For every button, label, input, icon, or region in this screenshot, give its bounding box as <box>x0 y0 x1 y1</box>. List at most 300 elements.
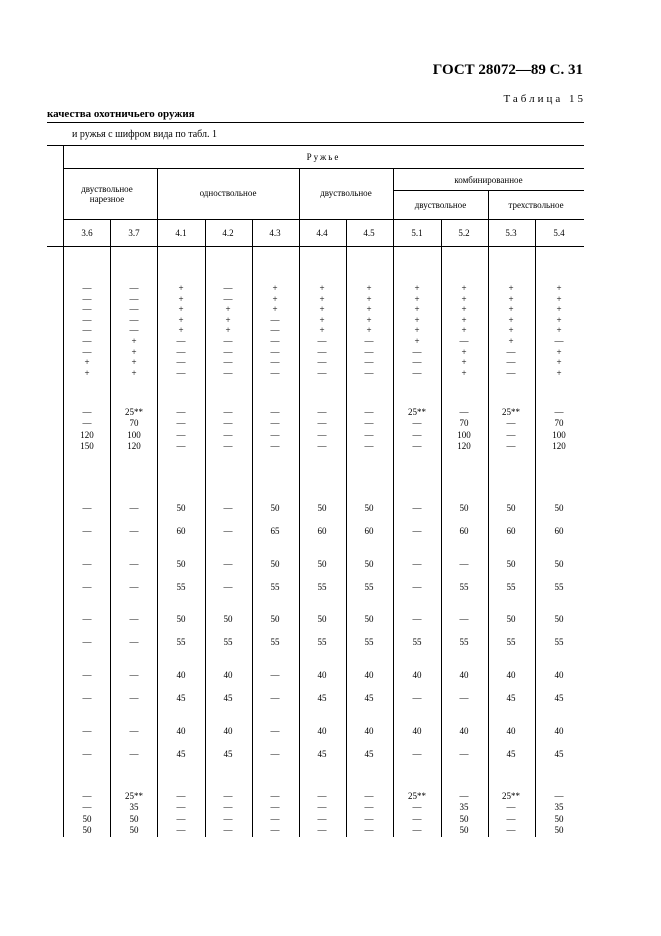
table-cell: + <box>556 283 562 293</box>
column-divider <box>205 219 206 837</box>
table-cell: + <box>84 357 90 367</box>
table-cell: — <box>223 368 233 378</box>
table-cell: — <box>412 503 422 513</box>
table-cell: — <box>82 726 92 736</box>
table-cell: — <box>223 418 233 428</box>
table-cell: 40 <box>176 726 186 736</box>
column-code: 5.1 <box>411 228 423 238</box>
table-cell: 70 <box>554 418 564 428</box>
table-cell: — <box>554 336 564 346</box>
table-cell: — <box>82 802 92 812</box>
table-cell: — <box>364 825 374 835</box>
table-cell: + <box>366 304 372 314</box>
table-cell: 50 <box>506 614 516 624</box>
table-cell: + <box>178 294 184 304</box>
table-cell: + <box>508 304 514 314</box>
table-cell: 60 <box>554 526 564 536</box>
table-cell: 40 <box>412 670 422 680</box>
table-cell: — <box>364 802 374 812</box>
table-cell: 45 <box>364 693 374 703</box>
table-cell: — <box>317 825 327 835</box>
column-code: 4.2 <box>222 228 234 238</box>
table-cell: 120 <box>80 430 94 440</box>
table-cell: — <box>176 791 186 801</box>
table-cell: — <box>459 614 469 624</box>
table-cell: + <box>414 304 420 314</box>
rule-under-group <box>63 168 584 169</box>
table-cell: + <box>556 325 562 335</box>
table-cell: — <box>554 791 564 801</box>
table-cell: 55 <box>554 582 564 592</box>
table-cell: — <box>82 304 92 314</box>
table-cell: 25** <box>502 407 520 417</box>
table-cell: — <box>223 802 233 812</box>
table-cell: — <box>412 526 422 536</box>
table-cell: — <box>82 315 92 325</box>
table-cell: 55 <box>317 582 327 592</box>
table-cell: — <box>364 347 374 357</box>
table-cell: 55 <box>459 637 469 647</box>
table-cell: — <box>364 336 374 346</box>
table-cell: — <box>364 357 374 367</box>
table-cell: — <box>270 802 280 812</box>
table-cell: 120 <box>457 441 471 451</box>
table-cell: — <box>412 418 422 428</box>
table-label: Таблица 15 <box>503 93 586 105</box>
table-cell: — <box>223 582 233 592</box>
table-cell: — <box>129 582 139 592</box>
table-cell: — <box>223 559 233 569</box>
table-cell: 45 <box>176 693 186 703</box>
table-cell: + <box>225 315 231 325</box>
table-cell: 50 <box>223 614 233 624</box>
table-cell: 50 <box>317 503 327 513</box>
table-cell: 150 <box>80 441 94 451</box>
table-cell: 55 <box>506 637 516 647</box>
table-cell: 100 <box>552 430 566 440</box>
table-cell: + <box>131 347 137 357</box>
table-cell: 50 <box>364 503 374 513</box>
table-cell: + <box>272 304 278 314</box>
table-cell: 45 <box>506 749 516 759</box>
table-cell: — <box>129 325 139 335</box>
table-cell: — <box>82 283 92 293</box>
table-cell: 50 <box>82 814 92 824</box>
table-cell: 120 <box>552 441 566 451</box>
table-cell: — <box>270 670 280 680</box>
table-cell: 25** <box>502 791 520 801</box>
table-cell: — <box>129 294 139 304</box>
table-cell: 50 <box>176 559 186 569</box>
column-divider <box>252 219 253 837</box>
table-cell: — <box>317 407 327 417</box>
column-code: 5.2 <box>458 228 470 238</box>
table-cell: — <box>459 407 469 417</box>
table-cell: + <box>272 283 278 293</box>
header-kombin-dvustv: двуствольное <box>414 200 467 210</box>
table-cell: 50 <box>270 503 280 513</box>
table-cell: — <box>82 559 92 569</box>
table-cell: + <box>366 325 372 335</box>
table-cell: 25** <box>408 407 426 417</box>
left-border <box>63 145 64 837</box>
table-cell: — <box>223 441 233 451</box>
table-cell: + <box>461 304 467 314</box>
table-cell: — <box>364 441 374 451</box>
table-cell: 55 <box>412 637 422 647</box>
column-code: 4.5 <box>363 228 375 238</box>
table-cell: 50 <box>317 614 327 624</box>
table-cell: — <box>176 407 186 417</box>
rule-under-names <box>63 219 584 220</box>
table-cell: — <box>82 637 92 647</box>
table-cell: — <box>270 825 280 835</box>
table-cell: + <box>178 304 184 314</box>
column-divider <box>346 219 347 837</box>
table-cell: — <box>223 283 233 293</box>
table-cell: + <box>461 283 467 293</box>
table-cell: + <box>225 325 231 335</box>
column-divider <box>535 219 536 837</box>
table-cell: — <box>506 368 516 378</box>
table-cell: — <box>82 614 92 624</box>
table-cell: 55 <box>270 582 280 592</box>
table-cell: 45 <box>506 693 516 703</box>
table-cell: — <box>223 791 233 801</box>
table-cell: — <box>412 749 422 759</box>
table-cell: 45 <box>364 749 374 759</box>
table-cell: — <box>506 802 516 812</box>
table-cell: + <box>131 368 137 378</box>
table-cell: 60 <box>364 526 374 536</box>
table-cell: 25** <box>125 407 143 417</box>
table-cell: — <box>223 407 233 417</box>
table-cell: 45 <box>176 749 186 759</box>
table-cell: 55 <box>317 637 327 647</box>
table-cell: — <box>82 693 92 703</box>
table-cell: 40 <box>223 726 233 736</box>
table-cell: 55 <box>364 637 374 647</box>
table-cell: — <box>176 357 186 367</box>
header-dvustv-narez: двуствольное нарезное <box>81 184 133 204</box>
table-cell: — <box>270 368 280 378</box>
table-cell: + <box>414 294 420 304</box>
table-cell: — <box>412 368 422 378</box>
table-cell: 100 <box>457 430 471 440</box>
column-code: 4.1 <box>175 228 187 238</box>
rule-under-caption <box>47 122 584 123</box>
table-cell: — <box>317 418 327 428</box>
table-cell: + <box>131 336 137 346</box>
table-cell: — <box>270 749 280 759</box>
table-cell: — <box>129 637 139 647</box>
table-cell: 50 <box>129 825 139 835</box>
table-cell: 50 <box>176 614 186 624</box>
table-cell: + <box>178 283 184 293</box>
table-cell: 40 <box>459 726 469 736</box>
header-kombin-trehstv: трехствольное <box>508 200 564 210</box>
column-code: 5.4 <box>553 228 565 238</box>
table-cell: — <box>317 802 327 812</box>
table-cell: + <box>556 368 562 378</box>
table-cell: 70 <box>129 418 139 428</box>
column-code: 3.7 <box>128 228 140 238</box>
table-cell: + <box>414 315 420 325</box>
table-cell: 60 <box>317 526 327 536</box>
table-cell: 55 <box>459 582 469 592</box>
table-cell: + <box>366 315 372 325</box>
table-cell: — <box>270 726 280 736</box>
table-cell: — <box>459 693 469 703</box>
table-cell: 40 <box>364 726 374 736</box>
table-cell: — <box>506 814 516 824</box>
table-cell: 45 <box>317 749 327 759</box>
table-cell: + <box>556 304 562 314</box>
table-cell: + <box>556 315 562 325</box>
table-cell: — <box>506 430 516 440</box>
table-cell: + <box>272 294 278 304</box>
table-cell: + <box>508 294 514 304</box>
table-cell: — <box>82 526 92 536</box>
table-cell: — <box>176 336 186 346</box>
table-cell: — <box>223 503 233 513</box>
table-cell: — <box>270 791 280 801</box>
table-cell: 65 <box>270 526 280 536</box>
table-cell: — <box>270 336 280 346</box>
table-cell: 70 <box>459 418 469 428</box>
table-cell: 60 <box>176 526 186 536</box>
table-cell: — <box>176 418 186 428</box>
table-cell: 50 <box>506 559 516 569</box>
table-cell: — <box>317 791 327 801</box>
table-cell: — <box>412 693 422 703</box>
table-cell: 55 <box>506 582 516 592</box>
table-cell: — <box>364 418 374 428</box>
table-cell: — <box>176 825 186 835</box>
table-cell: + <box>461 325 467 335</box>
table-cell: — <box>412 430 422 440</box>
table-cell: — <box>317 814 327 824</box>
table-cell: + <box>556 357 562 367</box>
table-cell: — <box>506 441 516 451</box>
table-cell: — <box>176 814 186 824</box>
table-cell: — <box>176 430 186 440</box>
table-cell: — <box>412 559 422 569</box>
table-cell: 35 <box>459 802 469 812</box>
table-cell: 40 <box>176 670 186 680</box>
table-cell: 55 <box>554 637 564 647</box>
table-cell: — <box>364 407 374 417</box>
table-cell: + <box>319 294 325 304</box>
table-cell: — <box>270 407 280 417</box>
table-cell: — <box>129 503 139 513</box>
table-cell: 50 <box>554 814 564 824</box>
table-cell: — <box>270 357 280 367</box>
table-cell: — <box>317 441 327 451</box>
table-cell: + <box>319 315 325 325</box>
table-cell: — <box>82 503 92 513</box>
table-cell: + <box>461 315 467 325</box>
table-cell: 50 <box>554 825 564 835</box>
table-cell: 45 <box>554 693 564 703</box>
header-kombin: комбинированное <box>454 175 523 185</box>
table-cell: — <box>270 347 280 357</box>
table-cell: 50 <box>554 503 564 513</box>
table-cell: 45 <box>317 693 327 703</box>
table-cell: 25** <box>125 791 143 801</box>
table-cell: + <box>319 304 325 314</box>
table-cell: — <box>459 336 469 346</box>
table-cell: — <box>364 430 374 440</box>
table-cell: — <box>223 294 233 304</box>
table-cell: + <box>556 294 562 304</box>
table-cell: — <box>82 582 92 592</box>
table-cell: 55 <box>176 637 186 647</box>
table-cell: — <box>364 791 374 801</box>
table-cell: — <box>270 315 280 325</box>
table-cell: — <box>506 357 516 367</box>
table-cell: 40 <box>554 726 564 736</box>
table-cell: — <box>270 814 280 824</box>
table-cell: + <box>508 315 514 325</box>
table-cell: — <box>317 336 327 346</box>
document-id: ГОСТ 28072—89 С. 31 <box>432 62 583 78</box>
table-cell: — <box>412 814 422 824</box>
table-cell: 55 <box>223 637 233 647</box>
table-cell: 40 <box>317 670 327 680</box>
column-divider <box>441 219 442 837</box>
table-cell: 45 <box>223 693 233 703</box>
table-cell: 55 <box>270 637 280 647</box>
column-divider <box>110 219 111 837</box>
table-cell: — <box>412 825 422 835</box>
table-cell: — <box>270 693 280 703</box>
table-cell: — <box>176 368 186 378</box>
table-cell: 40 <box>317 726 327 736</box>
table-cell: — <box>317 357 327 367</box>
table-cell: + <box>366 283 372 293</box>
table-cell: 120 <box>127 441 141 451</box>
table-cell: 35 <box>129 802 139 812</box>
table-cell: — <box>129 749 139 759</box>
table-cell: — <box>82 325 92 335</box>
table-cell: — <box>270 325 280 335</box>
table-cell: + <box>461 357 467 367</box>
table-cell: + <box>178 315 184 325</box>
table-cell: — <box>82 418 92 428</box>
table-cell: + <box>319 283 325 293</box>
table-caption: качества охотничьего оружия <box>47 108 195 120</box>
column-code: 4.4 <box>316 228 328 238</box>
table-cell: + <box>461 368 467 378</box>
table-cell: 40 <box>364 670 374 680</box>
table-cell: — <box>412 357 422 367</box>
table-cell: — <box>129 614 139 624</box>
table-cell: 60 <box>506 526 516 536</box>
table-cell: 55 <box>176 582 186 592</box>
table-cell: — <box>82 407 92 417</box>
table-cell: 50 <box>364 559 374 569</box>
table-cell: — <box>82 749 92 759</box>
table-cell: 100 <box>127 430 141 440</box>
table-cell: 50 <box>317 559 327 569</box>
table-cell: — <box>223 825 233 835</box>
table-cell: 40 <box>459 670 469 680</box>
table-cell: 50 <box>554 559 564 569</box>
table-cell: + <box>508 283 514 293</box>
column-code: 5.3 <box>505 228 517 238</box>
table-cell: — <box>176 347 186 357</box>
table-cell: — <box>82 791 92 801</box>
table-cell: + <box>556 347 562 357</box>
table-cell: — <box>223 336 233 346</box>
table-cell: — <box>223 347 233 357</box>
table-cell: 40 <box>506 726 516 736</box>
table-cell: 50 <box>176 503 186 513</box>
table-cell: + <box>414 336 420 346</box>
table-cell: — <box>176 441 186 451</box>
column-divider <box>299 168 300 837</box>
table-cell: 40 <box>412 726 422 736</box>
table-cell: + <box>319 325 325 335</box>
header-dvustv: двуствольное <box>320 188 372 198</box>
table-cell: — <box>129 315 139 325</box>
table-cell: 40 <box>554 670 564 680</box>
table-cell: — <box>364 814 374 824</box>
table-cell: + <box>225 304 231 314</box>
table-cell: 50 <box>364 614 374 624</box>
table-cell: + <box>508 325 514 335</box>
table-cell: — <box>459 559 469 569</box>
table-cell: 45 <box>223 749 233 759</box>
table-cell: — <box>412 347 422 357</box>
header-odnostv: одноствольное <box>199 188 257 198</box>
table-cell: + <box>414 283 420 293</box>
rule-top <box>47 145 584 146</box>
table-cell: — <box>270 418 280 428</box>
table-cell: 50 <box>459 503 469 513</box>
table-cell: + <box>461 347 467 357</box>
table-cell: — <box>129 559 139 569</box>
table-cell: 50 <box>459 825 469 835</box>
table-cell: 50 <box>129 814 139 824</box>
table-cell: — <box>223 526 233 536</box>
table-subcaption: и ружья с шифром вида по табл. 1 <box>72 129 217 140</box>
column-code: 4.3 <box>269 228 281 238</box>
table-cell: — <box>270 430 280 440</box>
table-cell: + <box>84 368 90 378</box>
table-cell: — <box>176 802 186 812</box>
table-cell: + <box>131 357 137 367</box>
table-cell: — <box>223 430 233 440</box>
table-cell: + <box>414 325 420 335</box>
table-cell: 60 <box>459 526 469 536</box>
table-cell: — <box>129 693 139 703</box>
table-cell: — <box>412 802 422 812</box>
table-cell: — <box>82 294 92 304</box>
table-cell: 35 <box>554 802 564 812</box>
column-code: 3.6 <box>81 228 93 238</box>
table-cell: 55 <box>364 582 374 592</box>
table-cell: — <box>82 336 92 346</box>
table-cell: 50 <box>270 614 280 624</box>
table-cell: + <box>461 294 467 304</box>
table-cell: 50 <box>270 559 280 569</box>
table-cell: — <box>506 418 516 428</box>
table-cell: — <box>459 791 469 801</box>
table-cell: 40 <box>223 670 233 680</box>
header-group-ruzhye: Ружье <box>306 152 341 162</box>
